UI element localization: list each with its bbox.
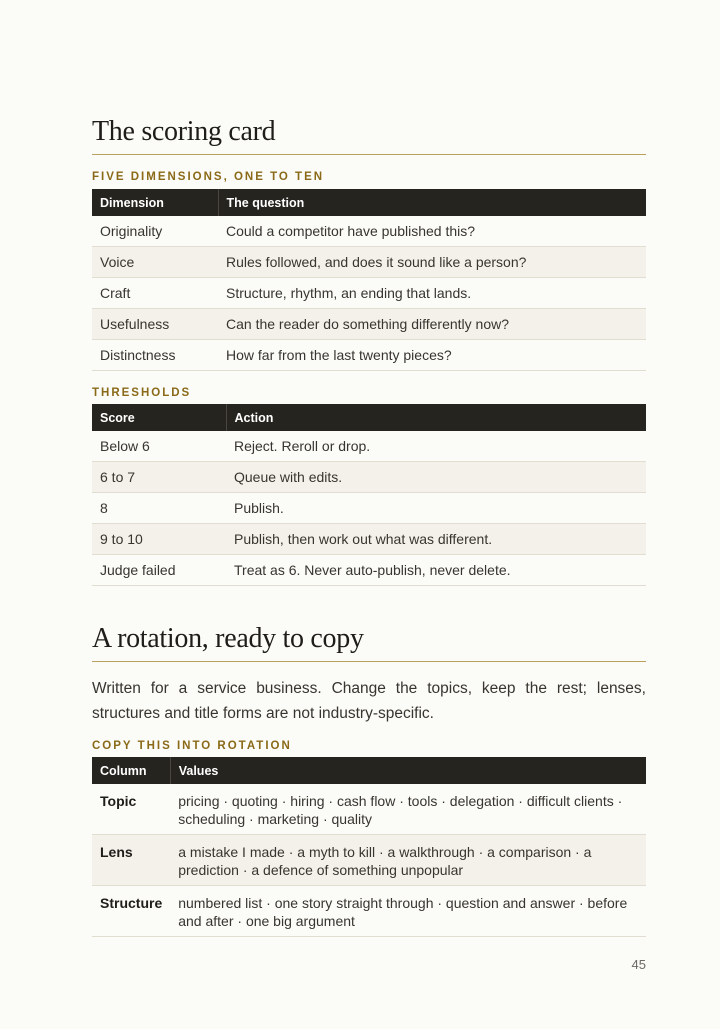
thresholds-table	[92, 404, 646, 586]
page-number: 45	[631, 957, 646, 972]
column-header: Column	[92, 757, 170, 784]
table-row	[92, 462, 646, 493]
table-row	[92, 835, 646, 886]
column-header: Dimension	[92, 189, 218, 216]
column-name-cell: Structure	[92, 886, 170, 937]
action-cell: Queue with edits.	[226, 462, 646, 493]
rotation-label: COPY THIS INTO ROTATION	[92, 740, 292, 752]
action-cell: Treat as 6. Never auto-publish, never delete.	[226, 555, 646, 586]
table-row	[92, 216, 646, 247]
column-header: Values	[170, 757, 646, 784]
table-row	[92, 524, 646, 555]
values-cell: numbered list · one story straight through · question and answer · before and after · one big argument	[170, 886, 646, 937]
table-row	[92, 784, 646, 835]
values-cell: a mistake I made · a myth to kill · a walkthrough · a comparison · a prediction · a defence of something unpopular	[170, 835, 646, 886]
table-row	[92, 340, 646, 371]
table-row	[92, 493, 646, 524]
question-cell: Structure, rhythm, an ending that lands.	[218, 278, 646, 309]
table-header-row	[92, 757, 646, 784]
table-row	[92, 309, 646, 340]
dimension-cell: Usefulness	[92, 309, 218, 340]
score-cell: Judge failed	[92, 555, 226, 586]
table-row	[92, 886, 646, 937]
table-row	[92, 247, 646, 278]
scoring-card-label: FIVE DIMENSIONS, ONE TO TEN	[92, 171, 325, 183]
values-cell: pricing · quoting · hiring · cash flow · tools · delegation · difficult clients · scheduling · marketing · quality	[170, 784, 646, 835]
column-header: The question	[218, 189, 646, 216]
column-header: Action	[226, 404, 646, 431]
table-row	[92, 278, 646, 309]
rotation-intro: Written for a service business. Change the topics, keep the rest; lenses, structures and title forms are not industry-specific.	[92, 680, 646, 722]
rotation-table	[92, 757, 646, 937]
scoring-card-heading: The scoring card	[92, 116, 646, 155]
question-cell: How far from the last twenty pieces?	[218, 340, 646, 371]
dimension-cell: Distinctness	[92, 340, 218, 371]
action-cell: Reject. Reroll or drop.	[226, 431, 646, 462]
dimension-cell: Craft	[92, 278, 218, 309]
table-header-row	[92, 189, 646, 216]
table-row	[92, 555, 646, 586]
score-cell: 9 to 10	[92, 524, 226, 555]
score-cell: 6 to 7	[92, 462, 226, 493]
thresholds-label: THRESHOLDS	[92, 387, 192, 399]
dimension-cell: Voice	[92, 247, 218, 278]
scoring-table	[92, 189, 646, 371]
column-name-cell: Lens	[92, 835, 170, 886]
table-row	[92, 431, 646, 462]
rotation-heading: A rotation, ready to copy	[92, 623, 646, 662]
question-cell: Rules followed, and does it sound like a person?	[218, 247, 646, 278]
score-cell: 8	[92, 493, 226, 524]
column-header: Score	[92, 404, 226, 431]
action-cell: Publish.	[226, 493, 646, 524]
table-header-row	[92, 404, 646, 431]
question-cell: Could a competitor have published this?	[218, 216, 646, 247]
question-cell: Can the reader do something differently now?	[218, 309, 646, 340]
column-name-cell: Topic	[92, 784, 170, 835]
score-cell: Below 6	[92, 431, 226, 462]
dimension-cell: Originality	[92, 216, 218, 247]
action-cell: Publish, then work out what was different.	[226, 524, 646, 555]
